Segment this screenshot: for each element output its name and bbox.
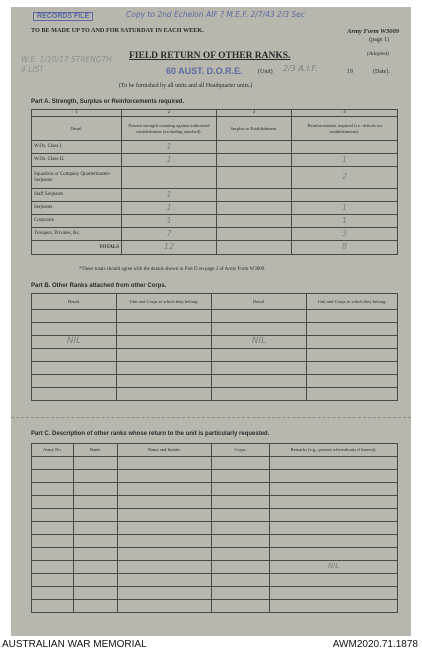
col-number-3: 3: [217, 110, 292, 117]
table-row: [32, 215, 398, 228]
year-prefix: 19: [347, 69, 353, 75]
form-sheet: [11, 7, 411, 636]
part-a-title: Part A. Strength, Surplus or Reinforcements required.: [31, 99, 185, 105]
row-strength: 1: [122, 141, 217, 154]
records-file-stamp: RECORDS FILE: [33, 12, 93, 21]
header-surplus: Surplus to Establishment.: [217, 117, 292, 141]
row-reinforcements: 1: [292, 202, 398, 215]
caption-accession-id: AWM2020.71.1878: [332, 639, 418, 650]
row-strength: 1: [122, 189, 217, 202]
header-remarks: Remarks (e.g., present whereabouts if known).: [270, 444, 398, 457]
row-surplus: [217, 189, 292, 202]
table-row: [32, 202, 398, 215]
form-page: (page 1): [369, 37, 389, 43]
header-unit-corps: Unit and Corps to which they belong.: [117, 294, 212, 310]
row-detail: Squadron or Company Quartermaster-Serjeants: [32, 167, 122, 189]
row-surplus: [217, 141, 292, 154]
nil-right: NIL: [212, 336, 307, 349]
handwritten-distribution-note: Copy to 2nd Echelon AIF ? M.E.F. 2/7/43 2/3 Sec: [126, 10, 306, 19]
row-strength: 7: [122, 228, 217, 241]
caption-source: AUSTRALIAN WAR MEMORIAL: [2, 639, 147, 650]
row-surplus: [217, 215, 292, 228]
part-a-table: [31, 109, 398, 255]
header-present-strength: Present strength counting against authorised establishment (excluding attached).: [122, 117, 217, 141]
row-detail: Serjeants: [32, 202, 122, 215]
header-instruction: TO BE MADE UP TO AND FOR SATURDAY IN EACH WEEK.: [31, 27, 204, 34]
row-strength: 1: [122, 215, 217, 228]
header-corps: Corps.: [212, 444, 270, 457]
row-surplus: [217, 228, 292, 241]
part-c-table: [31, 443, 398, 613]
row-reinforcements: [292, 141, 398, 154]
unit-label: (Unit): [258, 69, 273, 75]
row-detail: Troopers, Privates, &c.: [32, 228, 122, 241]
part-b-title: Part B. Other Ranks attached from other Corps.: [31, 283, 167, 289]
col-number-2: 2: [122, 110, 217, 117]
form-subtitle: (To be furnished by all units and all Headquarter units.): [119, 83, 253, 89]
header-army-no: Army No.: [32, 444, 74, 457]
handwritten-strength-note: W.E. 1/10/17 STRENGTH 4 LIST: [21, 55, 112, 74]
header-name: Name and Initials.: [118, 444, 212, 457]
row-strength: 1: [122, 154, 217, 167]
row-detail: Corporals: [32, 215, 122, 228]
row-strength: 1: [122, 202, 217, 215]
header-rank: Rank.: [74, 444, 118, 457]
totals-strength: 12: [122, 241, 217, 255]
totals-label: TOTALS: [32, 241, 122, 255]
table-row: [32, 141, 398, 154]
row-reinforcements: 1: [292, 154, 398, 167]
table-row: [32, 228, 398, 241]
handwritten-marks: NIL: [270, 561, 398, 574]
row-detail: Staff Serjeants: [32, 189, 122, 202]
header-detail: Detail.: [212, 294, 307, 310]
row-surplus: [217, 167, 292, 189]
header-detail: Detail.: [32, 294, 117, 310]
col-number-1: 1: [32, 110, 122, 117]
handwritten-unit: 2/3 A.I.F.: [283, 64, 318, 73]
row-reinforcements: [292, 189, 398, 202]
row-strength: [122, 167, 217, 189]
form-id: Army Form W3009: [347, 28, 399, 35]
part-c-title: Part C. Description of other ranks whose return to the unit is particularly requested.: [31, 431, 270, 437]
row-reinforcements: 3: [292, 228, 398, 241]
row-surplus: [217, 202, 292, 215]
row-surplus: [217, 154, 292, 167]
row-detail: W.Os. Class II.: [32, 154, 122, 167]
table-row: [32, 167, 398, 189]
totals-row: [32, 241, 398, 255]
header-unit-corps: Unit and Corps to which they belong.: [307, 294, 398, 310]
form-title: FIELD RETURN OF OTHER RANKS.: [129, 51, 291, 61]
col-number-4: 4: [292, 110, 398, 117]
header-detail: Detail.: [32, 117, 122, 141]
table-row: [32, 189, 398, 202]
archive-caption: [0, 636, 422, 653]
header-reinforcements: Reinforcements required (i.e. deficits on establishments).: [292, 117, 398, 141]
date-label: (Date).: [373, 69, 390, 75]
part-b-table: [31, 293, 398, 401]
form-adapted: (Adapted): [367, 51, 389, 57]
nil-left: NIL: [32, 336, 117, 349]
unit-date-stamp: 60 AUST. D.O.R.E.: [166, 66, 243, 76]
part-a-footnote: *These totals should agree with the details shown in Part D on page 3 of Army Form W3009.: [79, 267, 266, 272]
totals-surplus: [217, 241, 292, 255]
row-reinforcements: 1: [292, 215, 398, 228]
row-detail: W.Os. Class I.: [32, 141, 122, 154]
fold-line: [11, 417, 411, 418]
totals-reinforcements: 8: [292, 241, 398, 255]
table-row: [32, 154, 398, 167]
row-reinforcements: 2: [292, 167, 398, 189]
